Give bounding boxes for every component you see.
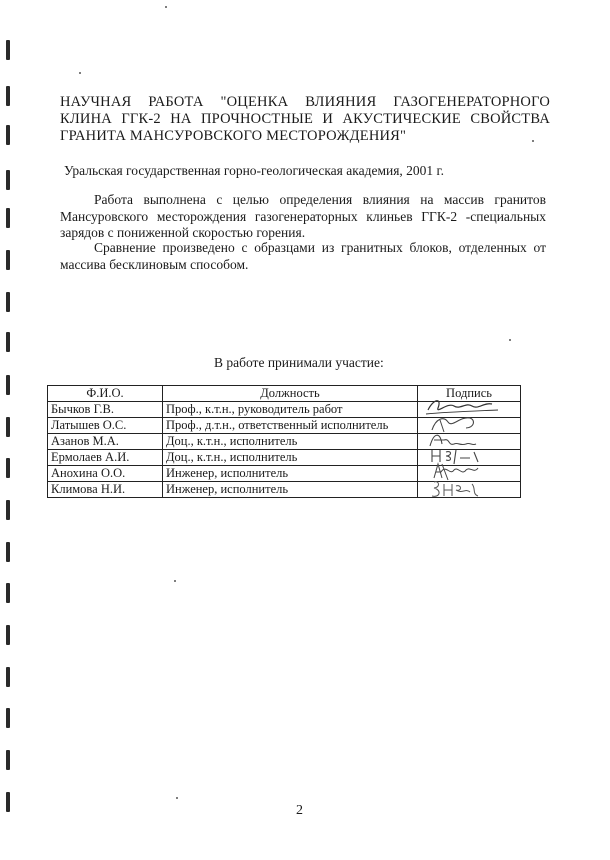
- scan-speck: [174, 580, 176, 582]
- cell-name: Азанов М.А.: [48, 434, 163, 450]
- binder-mark: [6, 292, 10, 312]
- binder-mark: [6, 332, 10, 352]
- binder-mark: [6, 500, 10, 520]
- binder-mark: [6, 375, 10, 395]
- binder-mark: [6, 625, 10, 645]
- scan-speck: [79, 72, 81, 74]
- binder-mark: [6, 86, 10, 106]
- scan-speck: [165, 6, 167, 8]
- page-number: 2: [296, 803, 303, 818]
- cell-position: Проф., к.т.н., руководитель работ: [163, 402, 418, 418]
- binder-mark: [6, 458, 10, 478]
- binder-mark: [6, 583, 10, 603]
- header-position: Должность: [163, 386, 418, 402]
- scan-speck: [176, 797, 178, 799]
- cell-position: Инженер, исполнитель: [163, 466, 418, 482]
- binder-mark: [6, 417, 10, 437]
- document-title: НАУЧНАЯ РАБОТА "ОЦЕНКА ВЛИЯНИЯ ГАЗОГЕНЕРАТОРНОГО КЛИНА ГГК-2 НА ПРОЧНОСТНЫЕ И АКУСТИЧЕСКИЕ СВОЙСТВА ГРАНИТА МАНСУРОВСКОГО МЕСТОРОЖДЕНИЯ": [60, 94, 550, 144]
- signature-image: [426, 476, 506, 500]
- cell-name: Климова Н.И.: [48, 482, 163, 498]
- cell-name: Ермолаев А.И.: [48, 450, 163, 466]
- cell-position: Доц., к.т.н., исполнитель: [163, 450, 418, 466]
- binder-mark: [6, 125, 10, 145]
- table-row: [48, 482, 521, 498]
- cell-name: Анохина О.О.: [48, 466, 163, 482]
- binder-mark: [6, 542, 10, 562]
- paragraph-purpose: Работа выполнена с целью определения влияния на массив гранитов Мансуровского месторождения газогенераторных клиньев ГГК-2 -специальных зарядов с пониженной скоростью горения.: [60, 192, 546, 240]
- binder-mark: [6, 708, 10, 728]
- binder-mark: [6, 667, 10, 687]
- binder-mark: [6, 208, 10, 228]
- cell-position: Доц., к.т.н., исполнитель: [163, 434, 418, 450]
- participants-table: [47, 385, 521, 498]
- header-name: Ф.И.О.: [48, 386, 163, 402]
- cell-position: Проф., д.т.н., ответственный исполнитель: [163, 418, 418, 434]
- binder-mark: [6, 792, 10, 812]
- participants-heading: В работе принимали участие:: [214, 355, 384, 370]
- cell-position: Инженер, исполнитель: [163, 482, 418, 498]
- cell-name: Бычков Г.В.: [48, 402, 163, 418]
- signature-cell: [418, 482, 521, 498]
- paragraph-comparison: Сравнение произведено с образцами из гранитных блоков, отделенных от массива бесклиновым способом.: [60, 240, 546, 272]
- organization-line: Уральская государственная горно-геологическая академия, 2001 г.: [64, 163, 444, 178]
- binder-mark: [6, 750, 10, 770]
- header-signature: Подпись: [418, 386, 521, 402]
- binder-mark: [6, 170, 10, 190]
- binder-mark: [6, 40, 10, 60]
- binder-marks: [6, 30, 12, 850]
- scan-speck: [509, 339, 511, 341]
- binder-mark: [6, 250, 10, 270]
- cell-name: Латышев О.С.: [48, 418, 163, 434]
